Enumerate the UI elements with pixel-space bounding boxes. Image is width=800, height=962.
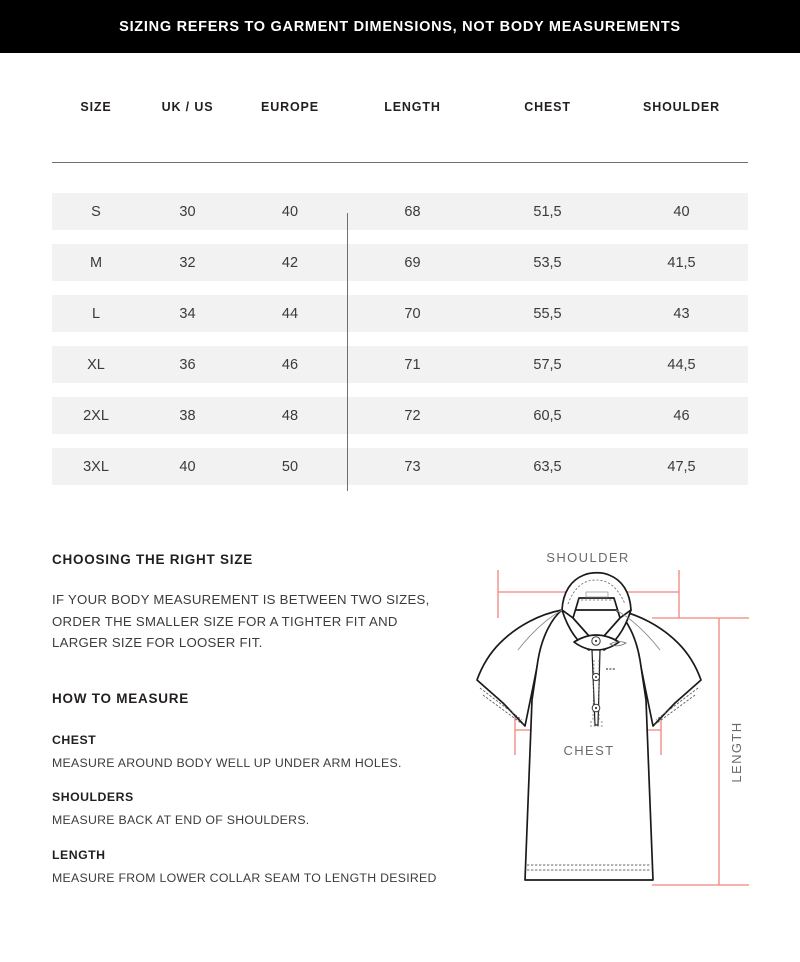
measure-definitions: [52, 733, 452, 889]
cell-length: 68: [345, 193, 480, 230]
how-to-measure-title: HOW TO MEASURE: [52, 690, 190, 706]
cell-europe: 50: [235, 448, 345, 485]
row-spacer: [52, 434, 748, 448]
cell-europe: 48: [235, 397, 345, 434]
cell-size: L: [52, 295, 140, 332]
cell-uk-us: 34: [140, 295, 235, 332]
size-chart-table-wrapper: [52, 100, 748, 485]
table-body: [52, 163, 748, 486]
column-header-uk-us: UK / US: [161, 100, 214, 114]
cell-chest: 51,5: [480, 193, 615, 230]
chest-dimension-label: CHEST: [563, 743, 615, 758]
sizing-banner: [0, 0, 800, 53]
table-row: [52, 397, 748, 434]
sizing-info: [52, 552, 452, 905]
cell-size: XL: [52, 346, 140, 383]
banner-text: SIZING REFERS TO GARMENT DIMENSIONS, NOT BODY MEASUREMENTS: [119, 18, 681, 35]
table-row: [52, 295, 748, 332]
measure-definition-chest: MEASURE AROUND BODY WELL UP UNDER ARM HOLES.: [52, 755, 402, 770]
cell-uk-us: 36: [140, 346, 235, 383]
measure-definition-shoulders: MEASURE BACK AT END OF SHOULDERS.: [52, 813, 310, 827]
table-row: [52, 244, 748, 281]
column-header-europe: EUROPE: [261, 100, 319, 114]
cell-shoulder: 40: [615, 193, 748, 230]
table-row: [52, 193, 748, 230]
cell-length: 73: [345, 448, 480, 485]
column-header-size: SIZE: [80, 100, 112, 114]
cell-chest: 63,5: [480, 448, 615, 485]
cell-shoulder: 46: [615, 397, 748, 434]
collar-label-tag: [586, 592, 608, 597]
table-header: [52, 100, 748, 163]
measure-term-shoulders: SHOULDERS: [52, 790, 134, 804]
cell-chest: 57,5: [480, 346, 615, 383]
column-header-length: LENGTH: [384, 100, 441, 114]
cell-uk-us: 32: [140, 244, 235, 281]
cell-uk-us: 30: [140, 193, 235, 230]
row-spacer: [52, 281, 748, 295]
measure-term-chest: CHEST: [52, 732, 97, 747]
cell-shoulder: 44,5: [615, 346, 748, 383]
cell-size: M: [52, 244, 140, 281]
cell-length: 72: [345, 397, 480, 434]
polo-shirt-measurement-diagram: [470, 540, 790, 920]
row-spacer: [52, 230, 748, 244]
table-row: [52, 346, 748, 383]
table-header-row: [52, 100, 748, 163]
cell-europe: 46: [235, 346, 345, 383]
column-header-shoulder: SHOULDER: [643, 100, 720, 114]
measure-definition-length: MEASURE FROM LOWER COLLAR SEAM TO LENGTH DESIRED: [52, 870, 437, 885]
cell-shoulder: 41,5: [615, 244, 748, 281]
choosing-right-size-body: IF YOUR BODY MEASUREMENT IS BETWEEN TWO SIZES, ORDER THE SMALLER SIZE FOR A TIGHTER FIT AND LARGER SIZE FOR LOOSER FIT.: [52, 592, 430, 650]
cell-uk-us: 40: [140, 448, 235, 485]
cell-europe: 44: [235, 295, 345, 332]
cell-size: 2XL: [52, 397, 140, 434]
cell-shoulder: 47,5: [615, 448, 748, 485]
cell-size: 3XL: [52, 448, 140, 485]
cell-europe: 42: [235, 244, 345, 281]
table-column-divider: [347, 213, 348, 491]
cell-size: S: [52, 193, 140, 230]
cell-shoulder: 43: [615, 295, 748, 332]
cell-uk-us: 38: [140, 397, 235, 434]
cell-chest: 53,5: [480, 244, 615, 281]
row-spacer: [52, 383, 748, 397]
cell-length: 69: [345, 244, 480, 281]
shoulder-dimension-label: SHOULDER: [546, 550, 630, 565]
table-row: [52, 448, 748, 485]
cell-europe: 40: [235, 193, 345, 230]
choosing-right-size-title: CHOOSING THE RIGHT SIZE: [52, 552, 254, 567]
cell-length: 71: [345, 346, 480, 383]
length-dimension-label: LENGTH: [729, 721, 744, 783]
size-chart-table: [52, 100, 748, 485]
header-gap: [52, 163, 748, 194]
measure-term-length: LENGTH: [52, 847, 106, 862]
cell-length: 70: [345, 295, 480, 332]
cell-chest: 60,5: [480, 397, 615, 434]
column-header-chest: CHEST: [524, 100, 571, 114]
cell-chest: 55,5: [480, 295, 615, 332]
row-spacer: [52, 332, 748, 346]
